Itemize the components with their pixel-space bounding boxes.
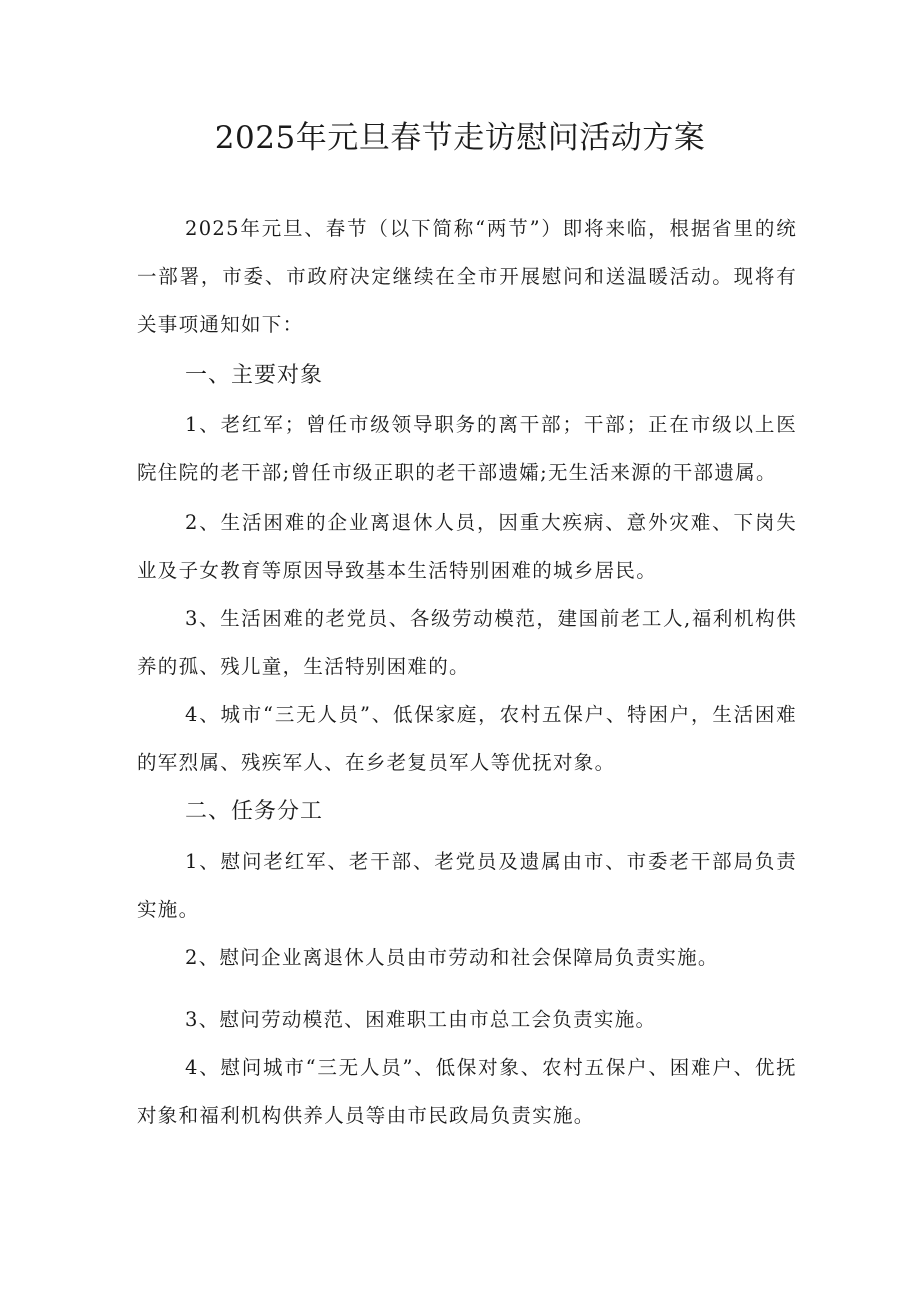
list-item: 1、慰问老红军、老干部、老党员及遗属由市、市委老干部局负责实施。 — [137, 850, 797, 921]
list-item: 3、慰问劳动模范、困难职工由市总工会负责实施。 — [185, 1008, 657, 1031]
section-heading-main-targets: 一、主要对象 — [185, 363, 324, 388]
intro-paragraph: 2025年元旦、春节（以下简称“两节”）即将来临，根据省里的统一部署，市委、市政府决定继续在全市开展慰问和送温暖活动。现将有关事项通知如下： — [137, 217, 797, 336]
document-title: 2025年元旦春节走访慰问活动方案 — [214, 120, 706, 156]
list-item: 2、生活困难的企业离退休人员，因重大疾病、意外灾难、下岗失业及子女教育等原因导致基本生活特别困难的城乡居民。 — [137, 511, 797, 582]
list-item: 4、城市“三无人员”、低保家庭，农村五保户、特困户，生活困难的军烈属、残疾军人、在乡老复员军人等优抚对象。 — [137, 703, 797, 774]
list-item: 2、慰问企业离退休人员由市劳动和社会保障局负责实施。 — [185, 946, 719, 969]
section-heading-task-division: 二、任务分工 — [185, 799, 324, 824]
list-item: 1、老红军；曾任市级领导职务的离干部；干部；正在市级以上医院住院的老干部;曾任市级正职的老干部遗孀;无生活来源的干部遗属。 — [137, 413, 797, 484]
list-item: 3、生活困难的老党员、各级劳动模范，建国前老工人,福利机构供养的孤、残儿童，生活特别困难的。 — [137, 607, 797, 678]
list-item: 4、慰问城市“三无人员”、低保对象、农村五保户、困难户、优抚对象和福利机构供养人员等由市民政局负责实施。 — [137, 1056, 797, 1127]
